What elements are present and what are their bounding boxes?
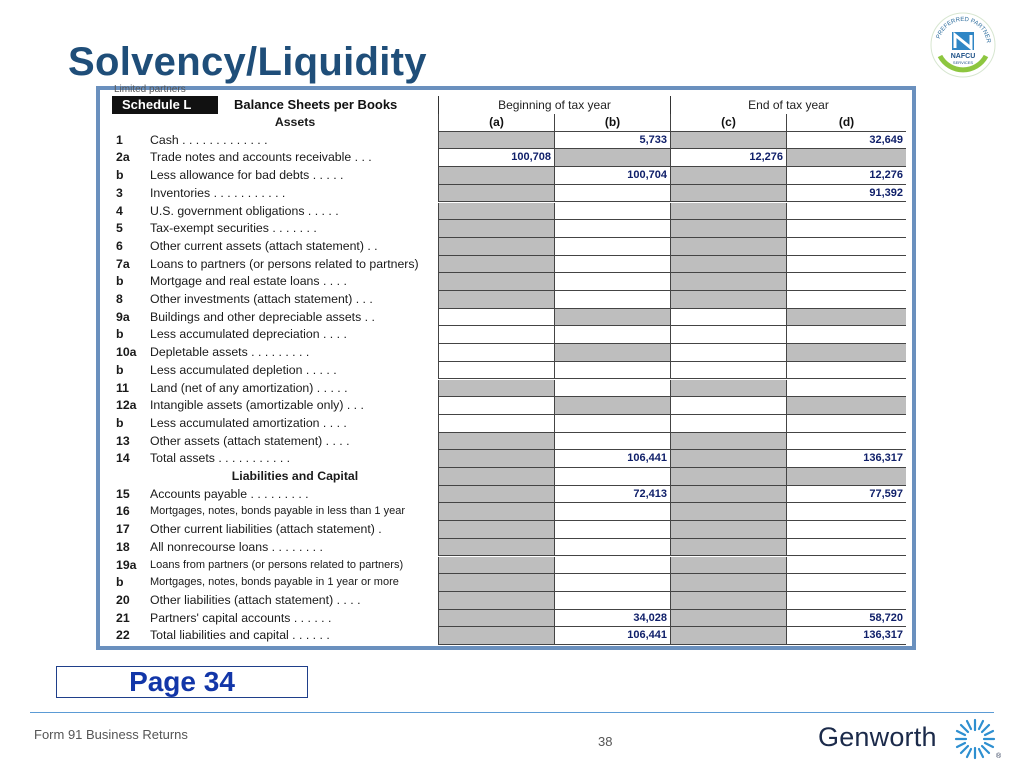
line-label: Total liabilities and capital . . . . . . bbox=[150, 628, 330, 643]
line-number: 19a bbox=[116, 557, 137, 572]
cell-col-c bbox=[670, 521, 786, 539]
line-label: Trade notes and accounts receivable . . . bbox=[150, 150, 372, 165]
cell-col-a bbox=[438, 433, 554, 451]
table-row bbox=[106, 273, 910, 291]
cell-col-c bbox=[670, 326, 786, 344]
table-row bbox=[106, 592, 910, 610]
cell-col-b bbox=[554, 592, 670, 610]
cell-col-d bbox=[786, 220, 906, 238]
cell-col-d bbox=[786, 380, 906, 398]
line-label: Buildings and other depreciable assets . . bbox=[150, 309, 375, 324]
genworth-logo-text: Genworth bbox=[818, 722, 937, 752]
line-number: 2a bbox=[116, 150, 130, 165]
cell-col-b bbox=[554, 574, 670, 592]
cell-col-a bbox=[438, 486, 554, 504]
line-number: 12a bbox=[116, 398, 137, 413]
line-number: b bbox=[116, 362, 124, 377]
badge-sub: SERVICES bbox=[952, 60, 974, 65]
line-number: 7a bbox=[116, 256, 130, 271]
cell-col-d bbox=[786, 326, 906, 344]
cell-col-a bbox=[438, 415, 554, 433]
cell-col-a bbox=[438, 238, 554, 256]
cell-col-a bbox=[438, 574, 554, 592]
cell-col-a bbox=[438, 344, 554, 362]
cell-col-c bbox=[670, 238, 786, 256]
cell-col-c bbox=[670, 433, 786, 451]
cell-col-d bbox=[786, 574, 906, 592]
cell-col-c bbox=[670, 557, 786, 575]
cell-col-c bbox=[670, 503, 786, 521]
cell-col-d: 91,392 bbox=[786, 185, 906, 203]
cell-col-c bbox=[670, 574, 786, 592]
line-number: 5 bbox=[116, 221, 123, 236]
cell-col-d bbox=[786, 256, 906, 274]
cell-col-b bbox=[554, 220, 670, 238]
footer-course-title: Form 91 Business Returns bbox=[34, 727, 188, 742]
line-number: 21 bbox=[116, 610, 130, 625]
cell-col-a bbox=[438, 256, 554, 274]
column-header-b: (b) bbox=[554, 114, 670, 132]
cell-col-a bbox=[438, 397, 554, 415]
nafcu-partner-badge bbox=[930, 12, 996, 78]
table-row bbox=[106, 238, 910, 256]
line-number: b bbox=[116, 274, 124, 289]
line-number: b bbox=[116, 327, 124, 342]
line-label: Other investments (attach statement) . . . bbox=[150, 292, 373, 306]
table-row bbox=[106, 521, 910, 539]
cell-col-d bbox=[786, 557, 906, 575]
cell-col-a: 100,708 bbox=[438, 149, 554, 167]
line-number: 11 bbox=[116, 380, 129, 395]
column-header-c: (c) bbox=[670, 114, 786, 132]
line-number: 9a bbox=[116, 309, 130, 324]
line-label: U.S. government obligations . . . . . bbox=[150, 203, 339, 218]
cell-col-c bbox=[670, 486, 786, 504]
line-label: Land (net of any amortization) . . . . . bbox=[150, 380, 348, 395]
line-label: Less allowance for bad debts . . . . . bbox=[150, 168, 344, 183]
cell-col-b: 100,704 bbox=[554, 167, 670, 185]
column-header-d: (d) bbox=[786, 114, 906, 132]
line-label: Other assets (attach statement) . . . . bbox=[150, 433, 350, 448]
cell-col-a bbox=[438, 167, 554, 185]
cell-col-b bbox=[554, 273, 670, 291]
line-number: b bbox=[116, 575, 124, 590]
cell-col-b bbox=[554, 326, 670, 344]
cell-col-a bbox=[438, 521, 554, 539]
cell-col-b bbox=[554, 503, 670, 521]
cell-col-c bbox=[670, 256, 786, 274]
cell-col-b: 34,028 bbox=[554, 610, 670, 628]
cell-col-b: 5,733 bbox=[554, 132, 670, 150]
cell-col-b bbox=[554, 203, 670, 221]
footer-rule bbox=[30, 712, 994, 713]
cell-col-a bbox=[438, 220, 554, 238]
line-number: 20 bbox=[116, 592, 130, 607]
end-of-year-header: End of tax year bbox=[670, 96, 906, 114]
cell-col-c bbox=[670, 291, 786, 309]
line-label: Mortgage and real estate loans . . . . bbox=[150, 274, 347, 289]
table-row bbox=[106, 380, 910, 398]
cell-col-d bbox=[786, 592, 906, 610]
table-row bbox=[106, 433, 910, 451]
slide-title: Solvency/Liquidity bbox=[68, 40, 427, 84]
cell-col-c bbox=[670, 468, 786, 486]
cell-col-b bbox=[554, 433, 670, 451]
cell-col-d bbox=[786, 149, 906, 167]
schedule-l-form bbox=[96, 86, 916, 650]
table-row bbox=[106, 326, 910, 344]
cell-col-a bbox=[438, 450, 554, 468]
line-label: Partners' capital accounts . . . . . . bbox=[150, 610, 332, 625]
table-row bbox=[106, 220, 910, 238]
table-row bbox=[106, 610, 910, 628]
cell-col-d bbox=[786, 468, 906, 486]
cell-col-a bbox=[438, 291, 554, 309]
cell-col-d: 58,720 bbox=[786, 610, 906, 628]
table-row bbox=[106, 557, 910, 575]
cell-col-b bbox=[554, 309, 670, 327]
cell-col-c bbox=[670, 344, 786, 362]
cell-col-c bbox=[670, 539, 786, 557]
cell-col-b bbox=[554, 238, 670, 256]
cell-col-d bbox=[786, 309, 906, 327]
registered-mark: ® bbox=[996, 753, 1002, 760]
cell-col-d: 32,649 bbox=[786, 132, 906, 150]
cell-col-c bbox=[670, 450, 786, 468]
cell-col-b bbox=[554, 539, 670, 557]
cell-col-d bbox=[786, 291, 906, 309]
table-row bbox=[106, 291, 910, 309]
cell-col-d: 136,317 bbox=[786, 450, 906, 468]
line-label: Mortgages, notes, bonds payable in 1 year or more bbox=[150, 576, 399, 589]
line-number: 18 bbox=[116, 539, 130, 554]
cell-col-b: 72,413 bbox=[554, 486, 670, 504]
cell-col-a bbox=[438, 380, 554, 398]
cell-col-c bbox=[670, 309, 786, 327]
cell-col-a bbox=[438, 557, 554, 575]
table-row bbox=[106, 344, 910, 362]
cell-col-a bbox=[438, 273, 554, 291]
table-row bbox=[106, 539, 910, 557]
cell-col-a bbox=[438, 627, 554, 645]
line-number: 13 bbox=[116, 433, 130, 448]
cell-col-d: 77,597 bbox=[786, 486, 906, 504]
badge-name: NAFCU bbox=[950, 53, 976, 60]
cell-col-c bbox=[670, 203, 786, 221]
line-number: b bbox=[116, 168, 124, 183]
cell-col-d bbox=[786, 273, 906, 291]
table-row bbox=[106, 627, 910, 645]
slide-number: 38 bbox=[598, 734, 613, 749]
cell-col-b: 106,441 bbox=[554, 627, 670, 645]
cell-col-b bbox=[554, 344, 670, 362]
cell-col-c bbox=[670, 380, 786, 398]
cell-col-d: 12,276 bbox=[786, 167, 906, 185]
previous-line-fragment bbox=[114, 84, 904, 94]
badge-ring-text: PREFERRED PARTNER bbox=[935, 16, 991, 44]
cell-col-a bbox=[438, 362, 554, 380]
cell-col-c bbox=[670, 610, 786, 628]
cell-col-a bbox=[438, 592, 554, 610]
cell-col-b bbox=[554, 415, 670, 433]
line-number: 17 bbox=[116, 522, 130, 537]
line-number: b bbox=[116, 415, 124, 430]
page-reference: Page 34 bbox=[56, 666, 308, 698]
line-label: Loans from partners (or persons related to partners) bbox=[150, 558, 404, 571]
cell-col-b: 106,441 bbox=[554, 450, 670, 468]
table-row bbox=[106, 203, 910, 221]
line-label: Less accumulated depreciation . . . . bbox=[150, 327, 347, 342]
cell-col-d bbox=[786, 203, 906, 221]
cell-col-b bbox=[554, 557, 670, 575]
cell-col-a bbox=[438, 326, 554, 344]
form-header bbox=[106, 96, 910, 114]
line-label: Loans to partners (or persons related to partners) bbox=[150, 256, 419, 271]
table-row bbox=[106, 114, 910, 132]
line-label: Other current liabilities (attach statement) . bbox=[150, 522, 382, 537]
cell-col-b bbox=[554, 362, 670, 380]
table-row bbox=[106, 149, 910, 167]
table-row bbox=[106, 256, 910, 274]
line-number: 14 bbox=[116, 451, 130, 466]
line-label: Other current assets (attach statement) . . bbox=[150, 238, 378, 253]
cell-col-d bbox=[786, 415, 906, 433]
cell-col-c bbox=[670, 592, 786, 610]
line-number: 8 bbox=[116, 292, 123, 306]
line-number: 4 bbox=[116, 203, 123, 218]
cell-col-c bbox=[670, 185, 786, 203]
cell-col-a bbox=[438, 132, 554, 150]
cell-col-d bbox=[786, 539, 906, 557]
cell-col-a bbox=[438, 539, 554, 557]
cell-col-a bbox=[438, 185, 554, 203]
table-row bbox=[106, 132, 910, 150]
genworth-snowflake-icon bbox=[952, 716, 1002, 762]
previous-line-text: Limited partners bbox=[114, 84, 186, 95]
cell-col-a bbox=[438, 203, 554, 221]
line-number: 15 bbox=[116, 486, 130, 501]
cell-col-d bbox=[786, 362, 906, 380]
table-row bbox=[106, 503, 910, 521]
cell-col-a bbox=[438, 468, 554, 486]
table-row bbox=[106, 450, 910, 468]
line-label: Cash . . . . . . . . . . . . . bbox=[150, 132, 268, 147]
line-label: Intangible assets (amortizable only) . . . bbox=[150, 398, 364, 413]
cell-col-b bbox=[554, 468, 670, 486]
schedule-label: Schedule L bbox=[112, 96, 218, 114]
table-row bbox=[106, 362, 910, 380]
line-label: Inventories . . . . . . . . . . . bbox=[150, 185, 286, 200]
cell-col-d bbox=[786, 344, 906, 362]
section-heading: Liabilities and Capital bbox=[231, 469, 359, 483]
line-label: Accounts payable . . . . . . . . . bbox=[150, 486, 309, 501]
cell-col-c bbox=[670, 627, 786, 645]
cell-col-c bbox=[670, 397, 786, 415]
cell-col-d: 136,317 bbox=[786, 627, 906, 645]
line-number: 3 bbox=[116, 185, 123, 200]
cell-col-c bbox=[670, 167, 786, 185]
line-label: Tax-exempt securities . . . . . . . bbox=[150, 221, 317, 236]
line-number: 16 bbox=[116, 504, 130, 519]
table-row bbox=[106, 185, 910, 203]
line-number: 10a bbox=[116, 345, 137, 360]
cell-col-c bbox=[670, 220, 786, 238]
form-heading: Balance Sheets per Books bbox=[234, 97, 398, 112]
cell-col-c bbox=[670, 415, 786, 433]
line-number: 22 bbox=[116, 628, 130, 643]
line-number: 1 bbox=[116, 132, 123, 147]
table-row bbox=[106, 397, 910, 415]
cell-col-b bbox=[554, 397, 670, 415]
cell-col-d bbox=[786, 503, 906, 521]
line-label: Mortgages, notes, bonds payable in less than 1 year bbox=[150, 505, 405, 518]
line-label: Less accumulated amortization . . . . bbox=[150, 415, 347, 430]
cell-col-c bbox=[670, 362, 786, 380]
cell-col-a bbox=[438, 503, 554, 521]
column-header-a: (a) bbox=[438, 114, 554, 132]
cell-col-a bbox=[438, 610, 554, 628]
cell-col-c: 12,276 bbox=[670, 149, 786, 167]
cell-col-b bbox=[554, 256, 670, 274]
cell-col-d bbox=[786, 238, 906, 256]
cell-col-b bbox=[554, 149, 670, 167]
cell-col-d bbox=[786, 397, 906, 415]
cell-col-b bbox=[554, 291, 670, 309]
table-row bbox=[106, 415, 910, 433]
table-row bbox=[106, 167, 910, 185]
line-label: Less accumulated depletion . . . . . bbox=[150, 362, 337, 377]
table-row bbox=[106, 486, 910, 504]
table-row bbox=[106, 309, 910, 327]
cell-col-a bbox=[438, 309, 554, 327]
line-label: Other liabilities (attach statement) . . . . bbox=[150, 592, 361, 607]
cell-col-c bbox=[670, 273, 786, 291]
table-row bbox=[106, 468, 910, 486]
section-heading: Assets bbox=[274, 115, 316, 129]
cell-col-d bbox=[786, 433, 906, 451]
cell-col-c bbox=[670, 132, 786, 150]
table-row bbox=[106, 574, 910, 592]
cell-col-b bbox=[554, 380, 670, 398]
line-number: 6 bbox=[116, 238, 123, 253]
beginning-of-year-header: Beginning of tax year bbox=[438, 96, 670, 114]
cell-col-b bbox=[554, 185, 670, 203]
line-label: Total assets . . . . . . . . . . . bbox=[150, 451, 291, 466]
cell-col-b bbox=[554, 521, 670, 539]
line-label: Depletable assets . . . . . . . . . bbox=[150, 345, 310, 360]
cell-col-d bbox=[786, 521, 906, 539]
line-label: All nonrecourse loans . . . . . . . . bbox=[150, 539, 323, 554]
